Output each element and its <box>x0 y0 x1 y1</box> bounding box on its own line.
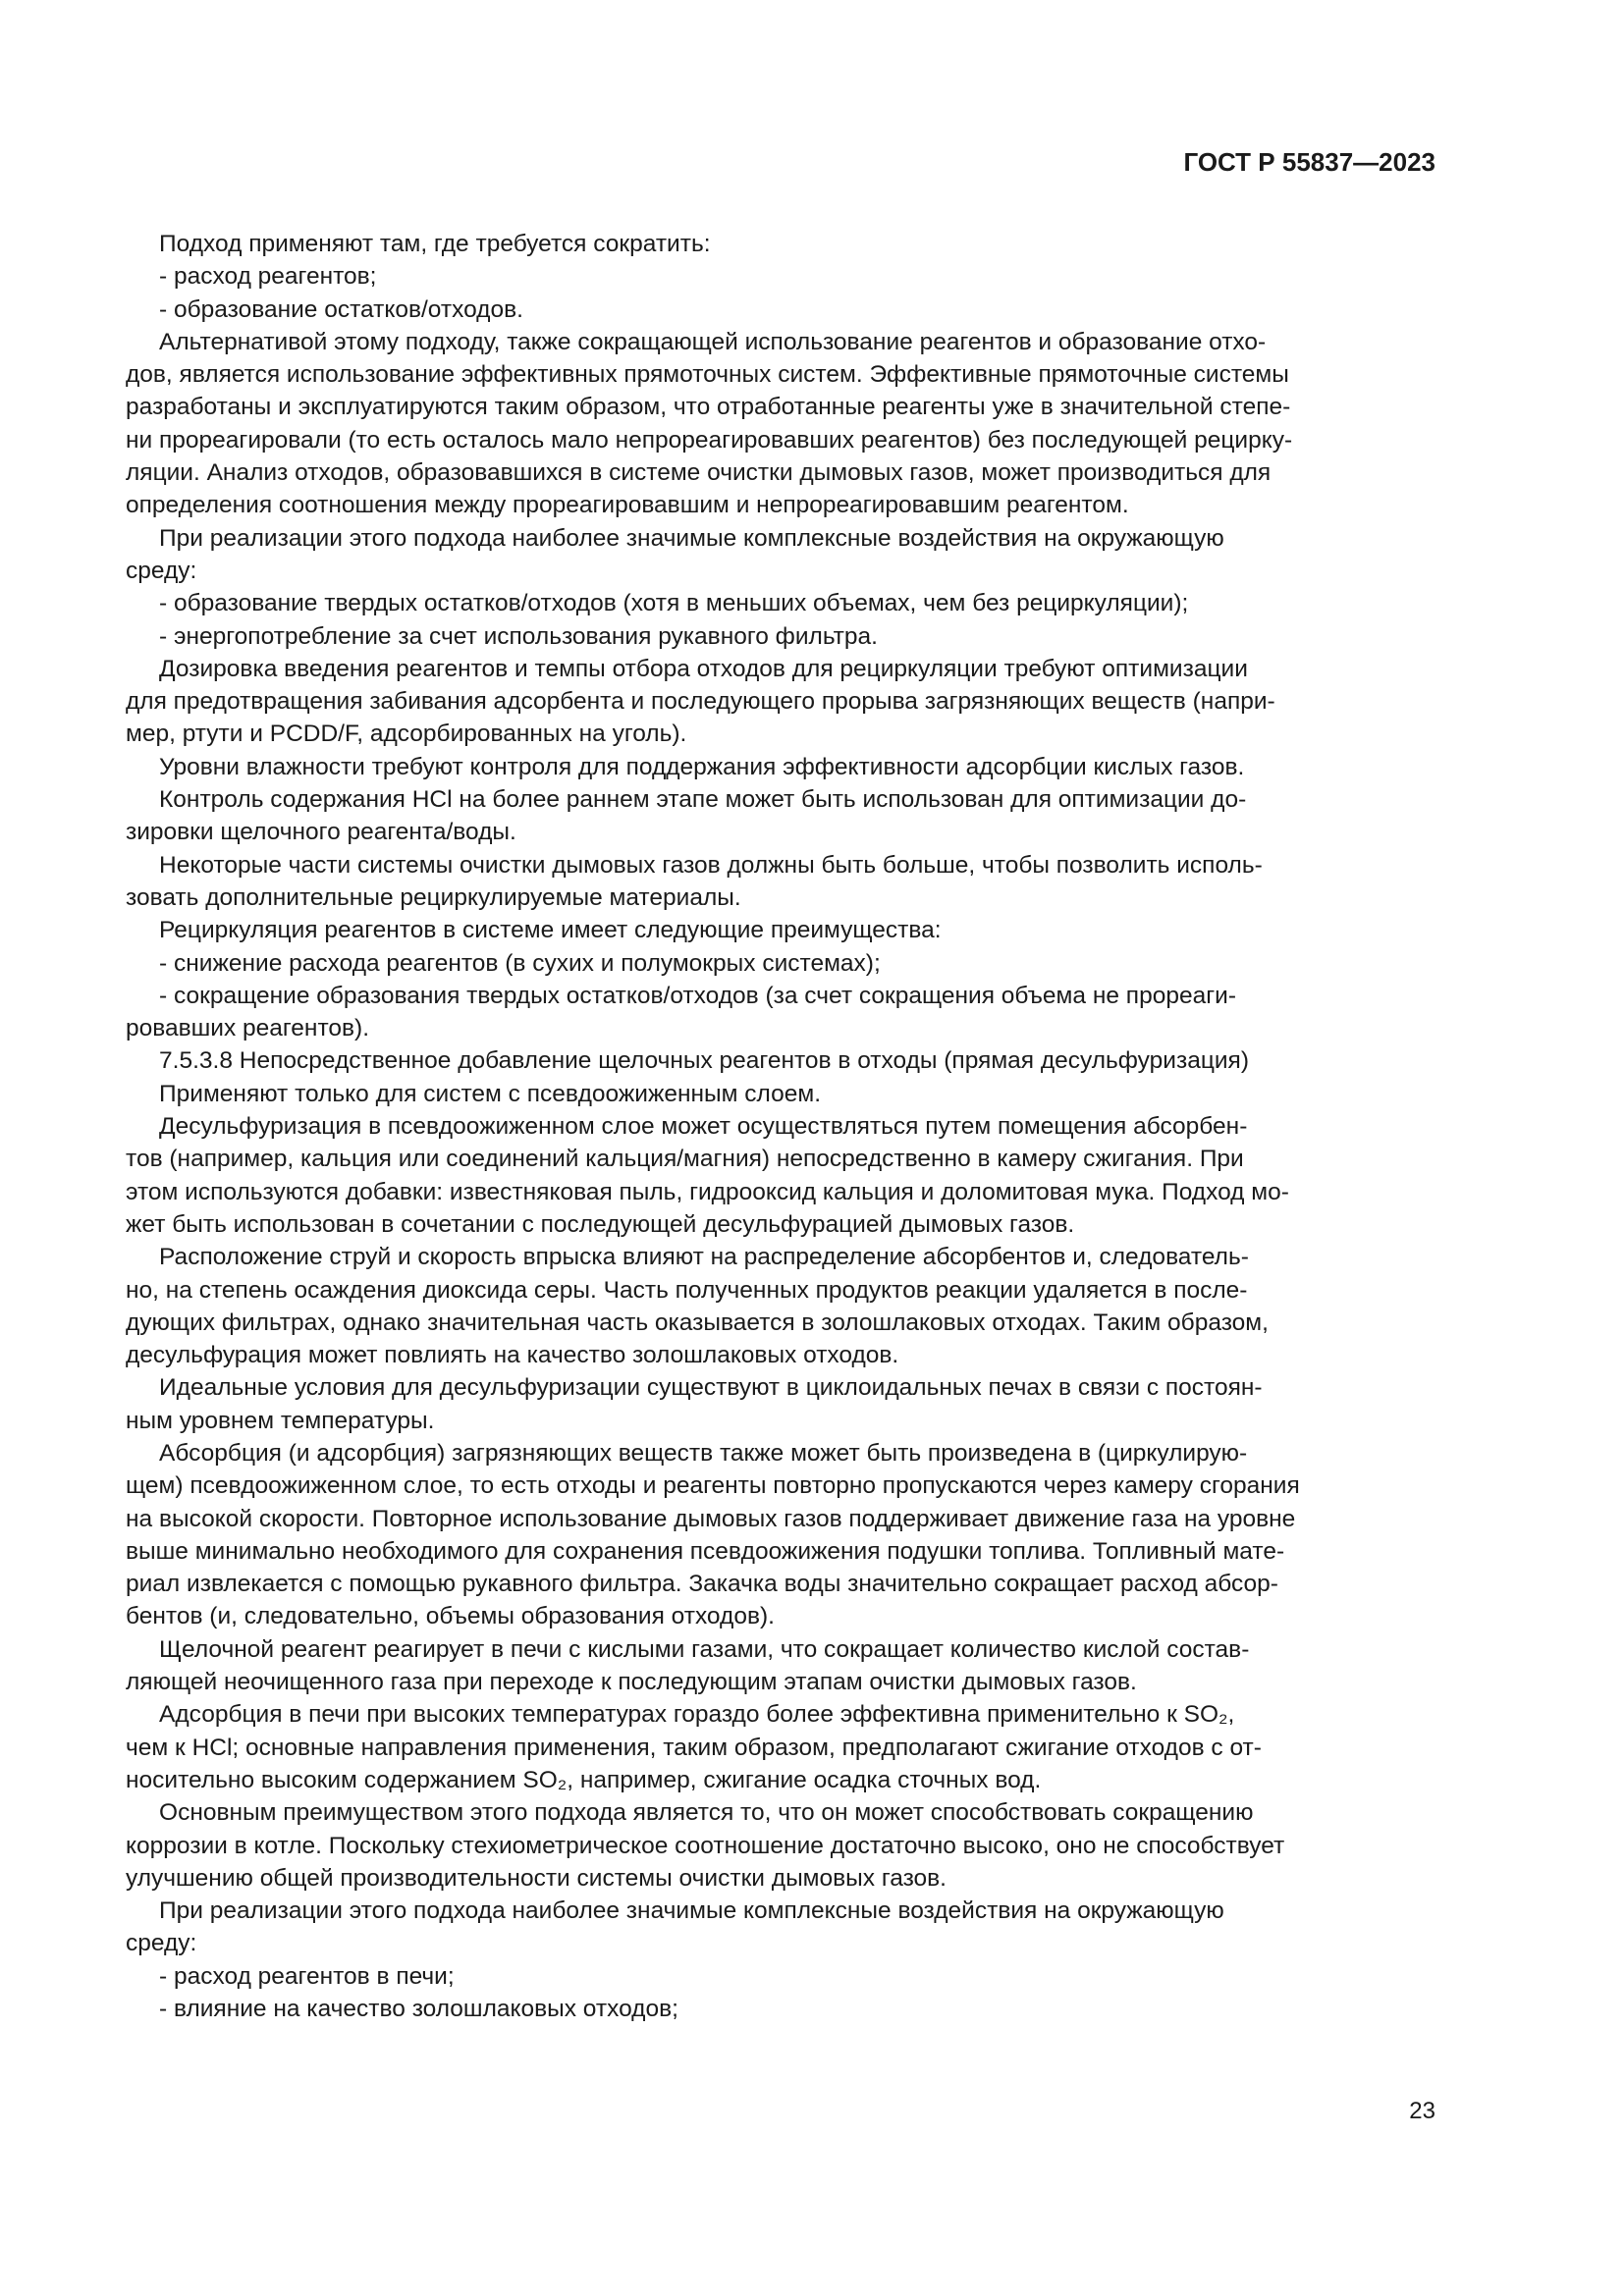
text-line: Адсорбция в печи при высоких температурах гораздо более эффективна применительно к SO₂, <box>126 1701 1235 1729</box>
text-line: Абсорбция (и адсорбция) загрязняющих веществ также может быть произведена в (циркулирую- <box>126 1439 1248 1467</box>
text-line: Рециркуляция реагентов в системе имеет следующие преимущества: <box>126 917 942 944</box>
text-line: - образование твердых остатков/отходов (хотя в меньших объемах, чем без рециркуляции); <box>126 590 1189 617</box>
text-line: среду: <box>126 557 197 584</box>
text-line: носительно высоким содержанием SO₂, например, сжигание осадка сточных вод. <box>126 1766 1042 1793</box>
text-line: разработаны и эксплуатируются таким образом, что отработанные реагенты уже в значительной степе- <box>126 394 1291 421</box>
text-line: 7.5.3.8 Непосредственное добавление щелочных реагентов в отходы (прямая десульфуризация) <box>126 1047 1249 1075</box>
text-line: мер, ртути и PCDD/F, адсорбированных на уголь). <box>126 721 687 748</box>
text-line: Контроль содержания HCl на более раннем этапе может быть использован для оптимизации до- <box>126 786 1247 814</box>
text-line: Дозировка введения реагентов и темпы отбора отходов для рециркуляции требуют оптимизации <box>126 655 1248 682</box>
text-line: тов (например, кальция или соединений кальция/магния) непосредственно в камеру сжигания. При <box>126 1146 1244 1173</box>
text-line: При реализации этого подхода наиболее значимые комплексные воздействия на окружающую <box>126 1897 1224 1925</box>
text-line: - сокращение образования твердых остатков/отходов (за счет сокращения объема не прореаги- <box>126 982 1236 1009</box>
text-line: Идеальные условия для десульфуризации существуют в циклоидальных печах в связи с постоян- <box>126 1374 1263 1402</box>
text-line: этом используются добавки: известняковая пыль, гидрооксид кальция и доломитовая мука. Подход мо- <box>126 1178 1289 1205</box>
text-line: - образование остатков/отходов. <box>126 295 523 323</box>
text-line: - снижение расхода реагентов (в сухих и полумокрых системах); <box>126 949 881 977</box>
document-header: ГОСТ Р 55837—2023 <box>1183 147 1435 177</box>
text-line: определения соотношения между прореагировавшим и непрореагировавшим реагентом. <box>126 492 1129 519</box>
text-line: ляции. Анализ отходов, образовавшихся в системе очистки дымовых газов, может производиться для <box>126 459 1272 487</box>
text-line: зировки щелочного реагента/воды. <box>126 819 516 846</box>
text-line: дов, является использование эффективных прямоточных систем. Эффективные прямоточные системы <box>126 361 1289 389</box>
text-line: Щелочной реагент реагирует в печи с кислыми газами, что сокращает количество кислой состав- <box>126 1635 1250 1663</box>
text-line: Применяют только для систем с псевдоожиженным слоем. <box>126 1080 822 1107</box>
text-line: Подход применяют там, где требуется сократить: <box>126 231 711 257</box>
text-line: выше минимально необходимого для сохранения псевдоожижения подушки топлива. Топливный мате- <box>126 1537 1285 1565</box>
text-line: ным уровнем температуры. <box>126 1407 435 1434</box>
text-line: улучшению общей производительности системы очистки дымовых газов. <box>126 1864 947 1892</box>
text-line: чем к HCl; основные направления применения, таким образом, предполагают сжигание отходов с от- <box>126 1734 1262 1761</box>
text-line: - влияние на качество золошлаковых отходов; <box>126 1996 678 2023</box>
text-line: риал извлекается с помощью рукавного фильтра. Закачка воды значительно сокращает расход абсор- <box>126 1571 1278 1598</box>
text-line: ни прореагировали (то есть осталось мало непрореагировавших реагентов) без последующей рецирку- <box>126 426 1293 454</box>
text-line: Альтернативой этому подходу, также сокращающей использование реагентов и образование отхо- <box>126 328 1267 355</box>
text-line: При реализации этого подхода наиболее значимые комплексные воздействия на окружающую <box>126 524 1224 552</box>
text-line: дующих фильтрах, однако значительная часть оказывается в золошлаковых отходах. Таким образом, <box>126 1308 1269 1336</box>
page-number: 23 <box>1409 2098 1435 2124</box>
text-line: бентов (и, следовательно, объемы образования отходов). <box>126 1603 775 1630</box>
text-line: но, на степень осаждения диоксида серы. Часть полученных продуктов реакции удаляется в после- <box>126 1276 1248 1304</box>
text-line: щем) псевдоожиженном слое, то есть отходы и реагенты повторно пропускаются через камеру сгорания <box>126 1472 1300 1500</box>
text-line: ровавших реагентов). <box>126 1015 370 1042</box>
text-line: зовать дополнительные рециркулируемые материалы. <box>126 883 741 911</box>
text-line: на высокой скорости. Повторное использование дымовых газов поддерживает движение газа на уровне <box>126 1505 1296 1532</box>
text-line: Расположение струй и скорость впрыска влияют на распределение абсорбентов и, следователь- <box>126 1244 1249 1271</box>
text-line: Некоторые части системы очистки дымовых газов должны быть больше, чтобы позволить исполь- <box>126 851 1263 879</box>
body-text <box>126 228 1441 2025</box>
text-line: Уровни влажности требуют контроля для поддержания эффективности адсорбции кислых газов. <box>126 753 1245 780</box>
text-line: - расход реагентов; <box>126 263 377 291</box>
text-line: для предотвращения забивания адсорбента и последующего прорыва загрязняющих веществ (напри- <box>126 688 1275 716</box>
text-line: жет быть использован в сочетании с последующей десульфурацией дымовых газов. <box>126 1210 1075 1238</box>
text-line: - расход реагентов в печи; <box>126 1962 455 1990</box>
text-line: коррозии в котле. Поскольку стехиометрическое соотношение достаточно высоко, оно не способствует <box>126 1832 1285 1859</box>
text-line: Десульфуризация в псевдоожиженном слое может осуществляться путем помещения абсорбен- <box>126 1113 1248 1141</box>
text-line: - энергопотребление за счет использования рукавного фильтра. <box>126 622 878 650</box>
text-line: среду: <box>126 1930 197 1957</box>
text-line: десульфурация может повлиять на качество золошлаковых отходов. <box>126 1342 899 1369</box>
text-line: ляющей неочищенного газа при переходе к последующим этапам очистки дымовых газов. <box>126 1669 1137 1696</box>
text-line: Основным преимуществом этого подхода является то, что он может способствовать сокращению <box>126 1799 1254 1827</box>
